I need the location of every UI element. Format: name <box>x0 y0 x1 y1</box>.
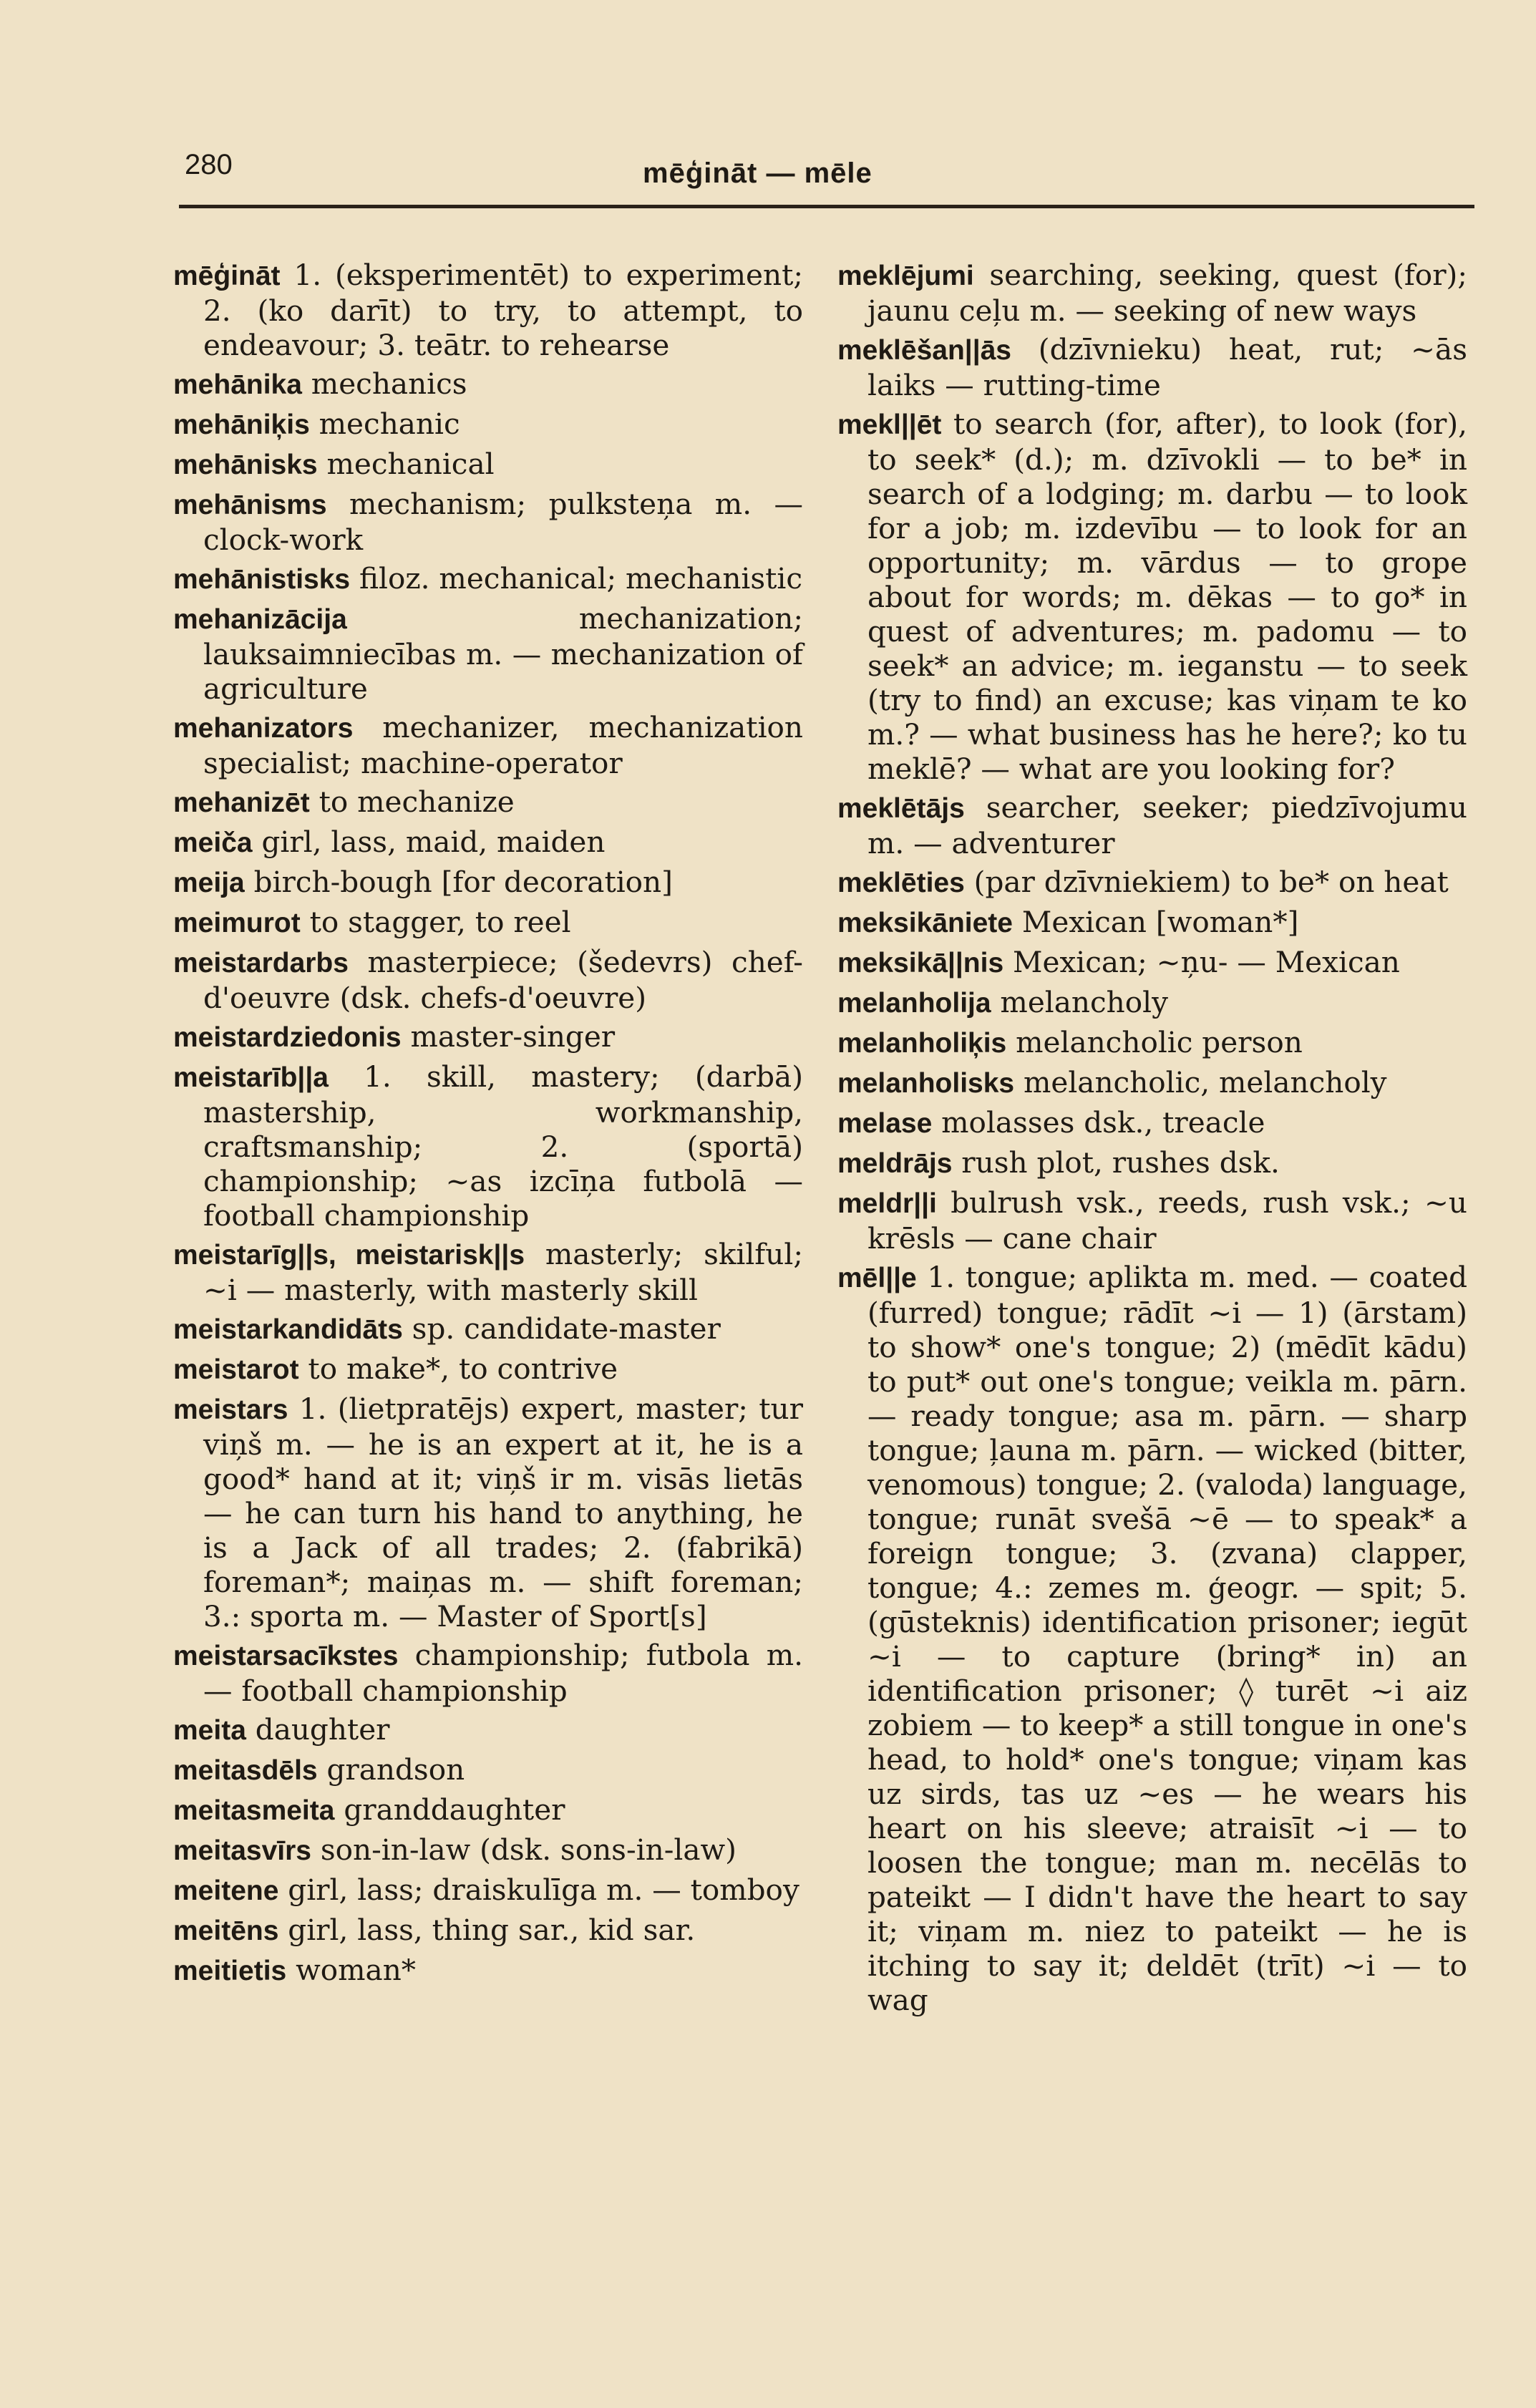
dictionary-entry <box>173 710 803 780</box>
entry-definition: filoz. mechanical; mechanistic <box>350 561 803 596</box>
entry-headword: mēl||e <box>837 1263 917 1293</box>
entry-definition: 1. tongue; aplikta m. med. — coated (furred) tongue; rādīt ~i — 1) (ārstam) to show* one's tongue; 2) (mēdīt kādu) to put* out one's tongue; veikla m. pārn. — ready tongue; asa m. pārn. — sharp tongue; ļauna m. pārn. — wicked (bitter, venomous) tongue; 2. (valoda) language, tongue; runāt svešā ~ē — to speak* a foreign tongue; 3. (zvana) clapper, tongue; 4.: zemes m. ģeogr. — spit; 5. (gūsteknis) identification prisoner; iegūt ~i — to capture (bring* in) an identification prisoner; ◊ turēt ~i aiz zobiem — to keep* a still tongue in one's head, to hold* one's tongue; viņam kas uz sirds, tas uz ~es — he wears his heart on his sleeve; atraisīt ~i — to loosen the tongue; man m. necēlās to pateikt — I didn't have the heart to say it; viņam m. niez to pateikt — he is itching to say it; deldēt (trīt) ~i — to wag <box>867 1260 1467 2017</box>
page-number: 280 <box>185 149 233 180</box>
entry-definition: daughter <box>246 1712 390 1747</box>
entry-headword: mēģināt <box>173 261 281 291</box>
entry-definition: granddaughter <box>334 1792 565 1827</box>
entry-headword: meistarsacīkstes <box>173 1641 399 1671</box>
entry-definition: birch-bough [for decoration] <box>244 865 673 899</box>
dictionary-entry <box>173 1311 803 1347</box>
entry-headword: meistarīb||a <box>173 1062 329 1093</box>
dictionary-entry <box>173 1351 803 1387</box>
entry-definition: sp. candidate-master <box>402 1311 721 1346</box>
entry-definition: (dzīvnieku) heat, rut; ~ās laiks — rutting-time <box>867 332 1467 402</box>
entry-definition: Mexican [woman*] <box>1013 905 1299 939</box>
entry-headword: mekl||ēt <box>837 409 942 440</box>
entry-definition: son-in-law (dsk. sons-in-law) <box>311 1832 737 1867</box>
entry-definition: girl, lass, thing sar., kid sar. <box>278 1913 696 1947</box>
entry-headword: meklētājs <box>837 793 965 824</box>
entry-definition: mechanism; pulksteņa m. — clock-work <box>203 487 803 557</box>
entry-headword: mehanizators <box>173 713 354 744</box>
entry-definition: grandson <box>317 1752 465 1787</box>
dictionary-entry <box>173 1712 803 1748</box>
entry-definition: mechanizer, mechanization specialist; machine-operator <box>203 710 803 780</box>
dictionary-entry <box>173 447 803 482</box>
entry-headword: meklējumi <box>837 261 974 291</box>
entry-headword: meitietis <box>173 1956 287 1986</box>
entry-headword: mehānika <box>173 369 302 400</box>
entry-definition: (par dzīvniekiem) to be* on heat <box>964 865 1449 899</box>
dictionary-entry <box>173 1873 803 1908</box>
dictionary-entry <box>173 1832 803 1868</box>
header-rule <box>179 205 1474 208</box>
entry-definition: mechanization; lauksaimniecības m. — mechanization of agriculture <box>203 601 803 706</box>
entry-headword: meitasvīrs <box>173 1835 311 1866</box>
entry-definition: rush plot, rushes dsk. <box>952 1145 1280 1180</box>
dictionary-entry <box>173 561 803 597</box>
entry-headword: meita <box>173 1715 246 1746</box>
dictionary-entry <box>173 865 803 900</box>
dictionary-entry <box>173 1237 803 1307</box>
dictionary-entry <box>837 1065 1467 1101</box>
entry-headword: mehānisms <box>173 490 327 520</box>
entry-definition: mechanic <box>309 407 460 441</box>
page-header <box>185 146 1473 203</box>
entry-definition: searching, seeking, quest (for); jaunu ceļu m. — seeking of new ways <box>867 258 1467 328</box>
dictionary-entry <box>173 1953 803 1989</box>
entry-definition: 1. (lietpratējs) expert, master; tur viņš m. — he is an expert at it, he is a good* hand at it; viņš ir m. visās lietās — he can turn his hand to anything, he is a Jack of all trades; 2. (fabrikā) foreman*; maiņas m. — shift foreman; 3.: sporta m. — Master of Sport[s] <box>203 1392 803 1633</box>
entry-headword: meistarkandidāts <box>173 1314 403 1345</box>
entry-headword: melanholisks <box>837 1068 1015 1099</box>
entry-headword: meldr||i <box>837 1188 937 1219</box>
dictionary-entry <box>837 945 1467 981</box>
entry-headword: meklēšan||ās <box>837 335 1011 366</box>
entry-headword: melase <box>837 1108 933 1139</box>
dictionary-entry <box>837 1185 1467 1256</box>
entry-definition: girl, lass; draiskulīga m. — tomboy <box>278 1873 799 1907</box>
dictionary-entry <box>837 1260 1467 2017</box>
entry-headword: meija <box>173 868 245 898</box>
entry-definition: woman* <box>286 1953 417 1987</box>
entry-headword: mehānisks <box>173 450 318 480</box>
entry-headword: melanholija <box>837 988 991 1019</box>
dictionary-entry <box>837 865 1467 900</box>
entry-definition: championship; futbola m. — football championship <box>203 1638 803 1708</box>
entry-definition: searcher, seeker; piedzīvojumu m. — adventurer <box>867 790 1467 860</box>
entry-headword: meitēns <box>173 1916 279 1946</box>
dictionary-entry <box>837 1105 1467 1141</box>
entry-definition: melancholic, melancholy <box>1014 1065 1387 1099</box>
dictionary-entry <box>173 1059 803 1233</box>
dictionary-entry <box>173 487 803 557</box>
dictionary-entry <box>173 1019 803 1055</box>
entry-headword: meitasmeita <box>173 1795 335 1826</box>
dictionary-entry <box>173 1752 803 1788</box>
dictionary-entry <box>837 790 1467 860</box>
entry-headword: mehānistisks <box>173 564 351 595</box>
entry-definition: master-singer <box>401 1019 616 1054</box>
entry-definition: 1. skill, mastery; (darbā) mastership, workmanship, craftsmanship; 2. (sportā) championship; ~as izcīņa futbolā — football championship <box>203 1059 803 1233</box>
entry-headword: meimurot <box>173 908 301 938</box>
entry-definition: to search (for, after), to look (for), to seek* (d.); m. dzīvokli — to be* in search of a lodging; m. darbu — to look for a job; m. izdevību — to look for an opportunity; m. vārdus — to grope about for words; m. dēkas — to go* in quest of adventures; m. padomu — to seek* an advice; m. ieganstu — to seek (try to find) an excuse; kas viņam te ko m.? — what business has he here?; ko tu meklē? — what are you looking for? <box>867 407 1467 786</box>
entry-definition: mechanics <box>301 366 467 401</box>
entry-headword: mehanizēt <box>173 787 310 818</box>
running-head: mēģināt — mēle <box>643 157 872 189</box>
dictionary-entry <box>837 1025 1467 1061</box>
entry-headword: meklēties <box>837 868 965 898</box>
entry-definition: molasses dsk., treacle <box>932 1105 1265 1140</box>
entry-definition: mechanical <box>317 447 495 481</box>
entry-definition: masterly; skilful; ~i — masterly, with masterly skill <box>203 1237 803 1307</box>
entry-definition: to stagger, to reel <box>300 905 571 939</box>
entry-headword: meistars <box>173 1394 288 1425</box>
dictionary-entry <box>837 258 1467 328</box>
entry-headword: meksikā||nis <box>837 948 1004 979</box>
dictionary-entry <box>173 785 803 820</box>
entry-headword: meistarīg||s, meistarisk||s <box>173 1240 525 1271</box>
entry-headword: meldrājs <box>837 1148 953 1179</box>
right-column <box>837 258 1467 2021</box>
entry-headword: meitasdēls <box>173 1755 318 1786</box>
entry-definition: Mexican; ~ņu- — Mexican <box>1003 945 1400 979</box>
entry-definition: to mechanize <box>309 785 515 819</box>
entry-headword: mehanizācija <box>173 604 347 635</box>
dictionary-entry <box>173 1638 803 1708</box>
dictionary-entry <box>173 258 803 362</box>
entry-definition: girl, lass, maid, maiden <box>252 825 606 859</box>
dictionary-entry <box>837 1145 1467 1181</box>
entry-headword: mehāniķis <box>173 409 310 440</box>
dictionary-entry <box>173 905 803 941</box>
entry-headword: meistardarbs <box>173 948 349 979</box>
entry-definition: bulrush vsk., reeds, rush vsk.; ~u krēsls — cane chair <box>867 1185 1467 1256</box>
entry-headword: meiča <box>173 827 253 858</box>
dictionary-entry <box>837 985 1467 1021</box>
dictionary-entry <box>173 366 803 402</box>
entry-definition: 1. (eksperimentēt) to experiment; 2. (ko darīt) to try, to attempt, to endeavour; 3. teātr. to rehearse <box>203 258 803 362</box>
entry-definition: melancholy <box>991 985 1168 1019</box>
dictionary-entry <box>173 601 803 706</box>
dictionary-entry <box>173 1392 803 1633</box>
entry-headword: meistardziedonis <box>173 1022 402 1053</box>
entry-headword: meitene <box>173 1875 279 1906</box>
left-column <box>173 258 803 1993</box>
dictionary-entry <box>173 1913 803 1948</box>
entry-definition: masterpiece; (šedevrs) chef-d'oeuvre (dsk. chefs-d'oeuvre) <box>203 945 803 1015</box>
dictionary-entry <box>173 407 803 442</box>
entry-definition: melancholic person <box>1006 1025 1303 1059</box>
dictionary-entry <box>173 945 803 1015</box>
dictionary-entry <box>837 905 1467 941</box>
dictionary-entry <box>173 825 803 860</box>
entry-headword: melanholiķis <box>837 1028 1007 1059</box>
entry-headword: meistarot <box>173 1354 299 1385</box>
entry-definition: to make*, to contrive <box>298 1351 618 1386</box>
dictionary-entry <box>837 332 1467 402</box>
entry-headword: meksikāniete <box>837 908 1013 938</box>
dictionary-entry <box>173 1792 803 1828</box>
dictionary-entry <box>837 407 1467 786</box>
